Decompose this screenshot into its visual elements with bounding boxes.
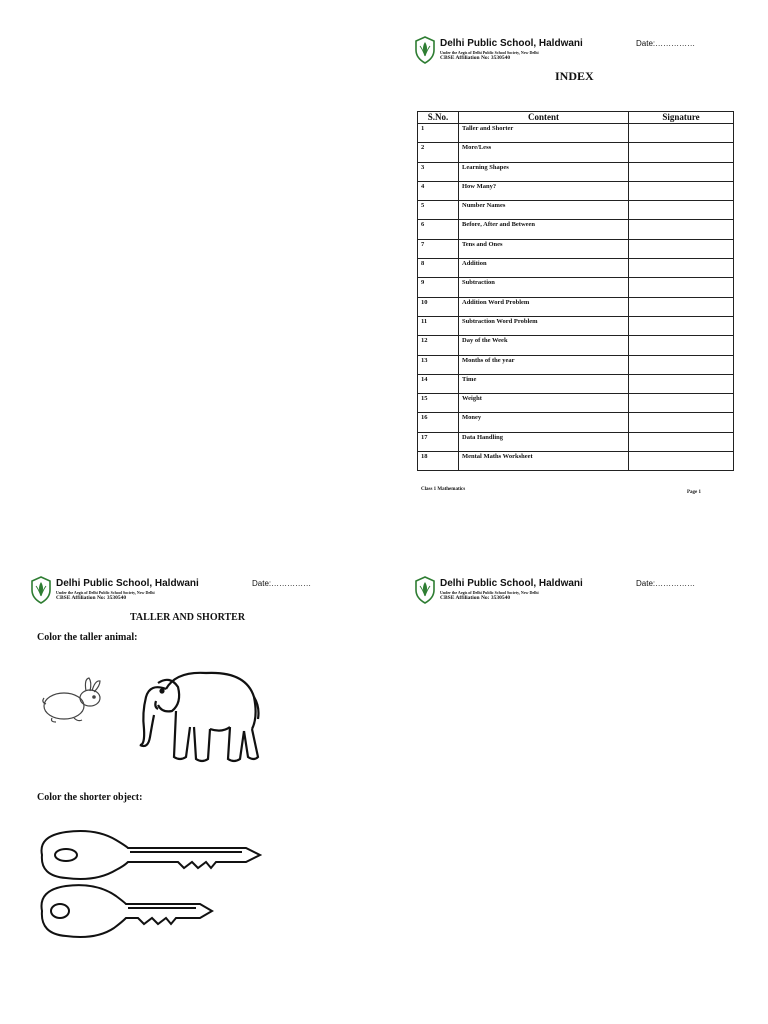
row-content: Before, After and Between (459, 220, 629, 239)
row-signature[interactable] (629, 162, 734, 181)
row-signature[interactable] (629, 432, 734, 451)
row-signature[interactable] (629, 316, 734, 335)
table-row (418, 220, 734, 239)
row-number: 17 (418, 432, 459, 451)
school-aegis: Under the Aegis of Delhi Public School Society, New Delhi (440, 50, 539, 55)
school-logo-icon (414, 576, 436, 604)
row-content: Months of the year (459, 355, 629, 374)
row-content: Weight (459, 394, 629, 413)
row-signature[interactable] (629, 220, 734, 239)
footer-class: Class 1 Mathematics (421, 487, 466, 492)
row-signature[interactable] (629, 259, 734, 278)
table-row (418, 355, 734, 374)
school-affiliation: CBSE Affiliation No: 3530540 (440, 595, 511, 601)
index-title: INDEX (555, 69, 594, 83)
table-row (418, 278, 734, 297)
rabbit-icon (40, 676, 108, 726)
prompt-shorter: Color the shorter object: (37, 792, 143, 803)
table-row (418, 181, 734, 200)
school-aegis: Under the Aegis of Delhi Public School Society, New Delhi (56, 590, 155, 595)
table-row (418, 316, 734, 335)
row-signature[interactable] (629, 201, 734, 220)
row-number: 4 (418, 181, 459, 200)
school-header (30, 576, 350, 608)
row-signature[interactable] (629, 374, 734, 393)
row-number: 13 (418, 355, 459, 374)
row-signature[interactable] (629, 355, 734, 374)
table-row (418, 143, 734, 162)
date-field: Date:…………… (252, 579, 312, 588)
school-logo-icon (414, 36, 436, 64)
row-number: 15 (418, 394, 459, 413)
school-name: Delhi Public School, Haldwani (56, 578, 199, 589)
index-table (417, 111, 734, 471)
row-content: Learning Shapes (459, 162, 629, 181)
school-name: Delhi Public School, Haldwani (440, 38, 583, 49)
index-table-header (418, 112, 734, 124)
header-sno: S.No. (418, 112, 459, 124)
row-number: 8 (418, 259, 459, 278)
school-logo-icon (30, 576, 52, 604)
row-signature[interactable] (629, 413, 734, 432)
prompt-taller: Color the taller animal: (37, 632, 138, 643)
row-signature[interactable] (629, 336, 734, 355)
row-number: 11 (418, 316, 459, 335)
row-content: Mental Maths Worksheet (459, 452, 629, 471)
school-name: Delhi Public School, Haldwani (440, 578, 583, 589)
header-signature: Signature (629, 112, 734, 124)
table-row (418, 394, 734, 413)
table-row (418, 297, 734, 316)
row-content: More/Less (459, 143, 629, 162)
row-signature[interactable] (629, 181, 734, 200)
short-key-icon (36, 880, 214, 942)
row-number: 6 (418, 220, 459, 239)
row-content: How Many? (459, 181, 629, 200)
table-row (418, 432, 734, 451)
row-signature[interactable] (629, 239, 734, 258)
table-row (418, 259, 734, 278)
row-content: Addition (459, 259, 629, 278)
header-content: Content (459, 112, 629, 124)
table-row (418, 124, 734, 143)
table-row (418, 336, 734, 355)
long-key-icon (36, 826, 262, 884)
row-content: Number Names (459, 201, 629, 220)
blank-sheet (414, 576, 734, 1016)
row-signature[interactable] (629, 143, 734, 162)
row-content: Data Handling (459, 432, 629, 451)
date-field: Date:…………… (636, 39, 696, 48)
date-field: Date:…………… (636, 579, 696, 588)
row-number: 2 (418, 143, 459, 162)
row-number: 1 (418, 124, 459, 143)
row-number: 14 (418, 374, 459, 393)
row-content: Tens and Ones (459, 239, 629, 258)
table-row (418, 162, 734, 181)
school-header (414, 576, 734, 608)
row-number: 10 (418, 297, 459, 316)
school-affiliation: CBSE Affiliation No: 3530540 (56, 595, 127, 601)
table-row (418, 452, 734, 471)
table-row (418, 239, 734, 258)
row-number: 3 (418, 162, 459, 181)
row-number: 7 (418, 239, 459, 258)
row-number: 18 (418, 452, 459, 471)
row-content: Addition Word Problem (459, 297, 629, 316)
row-content: Time (459, 374, 629, 393)
table-row (418, 413, 734, 432)
row-content: Day of the Week (459, 336, 629, 355)
table-row (418, 374, 734, 393)
row-content: Subtraction (459, 278, 629, 297)
row-signature[interactable] (629, 124, 734, 143)
footer-page: Page 1 (687, 490, 702, 495)
row-signature[interactable] (629, 452, 734, 471)
row-signature[interactable] (629, 278, 734, 297)
school-aegis: Under the Aegis of Delhi Public School Society, New Delhi (440, 590, 539, 595)
school-affiliation: CBSE Affiliation No: 3530540 (440, 55, 511, 61)
elephant-icon (136, 667, 262, 769)
row-content: Subtraction Word Problem (459, 316, 629, 335)
row-number: 9 (418, 278, 459, 297)
row-signature[interactable] (629, 297, 734, 316)
row-number: 5 (418, 201, 459, 220)
row-content: Taller and Shorter (459, 124, 629, 143)
row-signature[interactable] (629, 394, 734, 413)
table-row (418, 201, 734, 220)
row-number: 12 (418, 336, 459, 355)
school-header (414, 36, 734, 68)
row-number: 16 (418, 413, 459, 432)
row-content: Money (459, 413, 629, 432)
worksheet-title: TALLER AND SHORTER (130, 612, 246, 623)
